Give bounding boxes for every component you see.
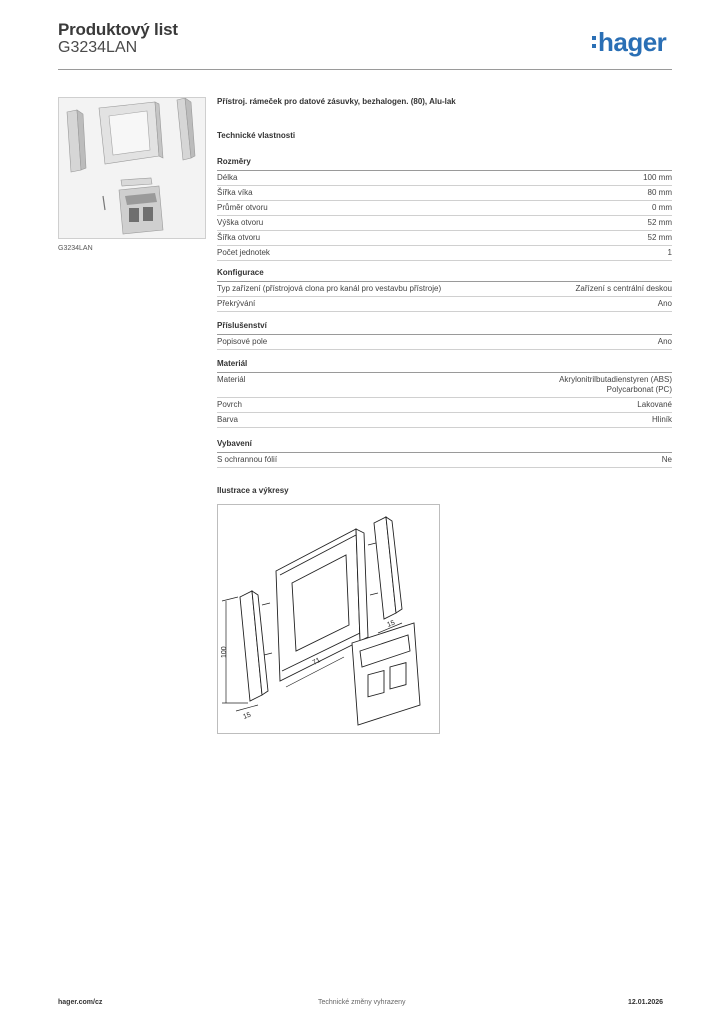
header-divider — [58, 69, 672, 70]
section-title: Příslušenství — [217, 321, 672, 335]
table-row — [217, 297, 672, 312]
illustrations-title: Ilustrace a výkresy — [217, 486, 289, 495]
logo-dots-icon — [592, 36, 596, 48]
row-label: Povrch — [217, 400, 242, 409]
row-value: Hliník — [651, 415, 672, 424]
section-configuration — [217, 268, 672, 312]
row-label: Překrývání — [217, 299, 256, 308]
row-label: S ochrannou fólií — [217, 455, 278, 464]
technical-heading: Technické vlastnosti — [217, 131, 296, 140]
row-value: 100 mm — [643, 173, 672, 182]
section-material — [217, 359, 672, 428]
section-title: Konfigurace — [217, 268, 672, 282]
table-row — [217, 216, 672, 231]
row-label: Popisové pole — [217, 337, 268, 346]
product-photo — [58, 97, 206, 239]
table-row — [217, 413, 672, 428]
row-label: Barva — [217, 415, 238, 424]
row-value: 1 — [667, 248, 672, 257]
table-row — [217, 398, 672, 413]
section-title: Vybavení — [217, 439, 672, 453]
section-title: Materiál — [217, 359, 672, 373]
row-value-line: Polycarbonat (PC) — [606, 385, 672, 394]
row-value: Ne — [661, 455, 672, 464]
table-row — [217, 231, 672, 246]
table-row — [217, 171, 672, 186]
dimension-height: 100 — [221, 646, 228, 658]
row-value: Ano — [657, 337, 672, 346]
row-value: Ano — [657, 299, 672, 308]
row-value: 80 mm — [647, 188, 672, 197]
row-label: Materiál — [217, 375, 246, 384]
row-value: Zařízení s centrální deskou — [575, 284, 672, 293]
table-row — [217, 201, 672, 216]
table-row — [217, 453, 672, 468]
page-title: Produktový list — [58, 20, 178, 39]
row-label: Šířka otvoru — [217, 233, 261, 242]
dimension-width: 71 — [311, 656, 322, 667]
row-value: Lakované — [637, 400, 672, 409]
section-accessories — [217, 321, 672, 350]
dimension-depth-a: 15 — [242, 711, 253, 721]
dimension-depth-b: 15 — [386, 619, 397, 629]
section-title: Rozměry — [217, 157, 672, 171]
footer-date: 12.01.2026 — [628, 999, 664, 1006]
hager-logo — [592, 27, 666, 57]
footer-disclaimer: Technické změny vyhrazeny — [318, 999, 406, 1006]
row-label: Počet jednotek — [217, 248, 270, 257]
section-equipment — [217, 439, 672, 468]
table-row — [217, 335, 672, 350]
row-label: Výška otvoru — [217, 218, 264, 227]
technical-drawing-image — [218, 505, 439, 733]
row-label: Délka — [217, 173, 238, 182]
row-label: Typ zařízení (přístrojová clona pro kanál pro vestavbu přístroje) — [217, 284, 442, 293]
product-photo-image — [59, 98, 205, 238]
logo-text: hager — [598, 26, 667, 57]
row-value: 0 mm — [652, 203, 672, 212]
product-code: G3234LAN — [58, 39, 138, 56]
table-row — [217, 186, 672, 201]
row-value: 52 mm — [647, 218, 672, 227]
row-value-line: Akrylonitrilbutadienstyren (ABS) — [559, 375, 672, 384]
row-value: 52 mm — [647, 233, 672, 242]
product-description: Přístroj. rámeček pro datové zásuvky, bezhalogen. (80), Alu-lak — [217, 97, 456, 106]
row-value — [559, 375, 672, 395]
row-label: Šířka víka — [217, 188, 253, 197]
row-label: Průměr otvoru — [217, 203, 268, 212]
technical-drawing — [217, 504, 440, 734]
table-row — [217, 373, 672, 398]
footer-website-link[interactable]: hager.com/cz — [58, 999, 103, 1006]
table-row — [217, 246, 672, 261]
table-row — [217, 282, 672, 297]
section-dimensions — [217, 157, 672, 261]
photo-caption: G3234LAN — [58, 245, 93, 252]
